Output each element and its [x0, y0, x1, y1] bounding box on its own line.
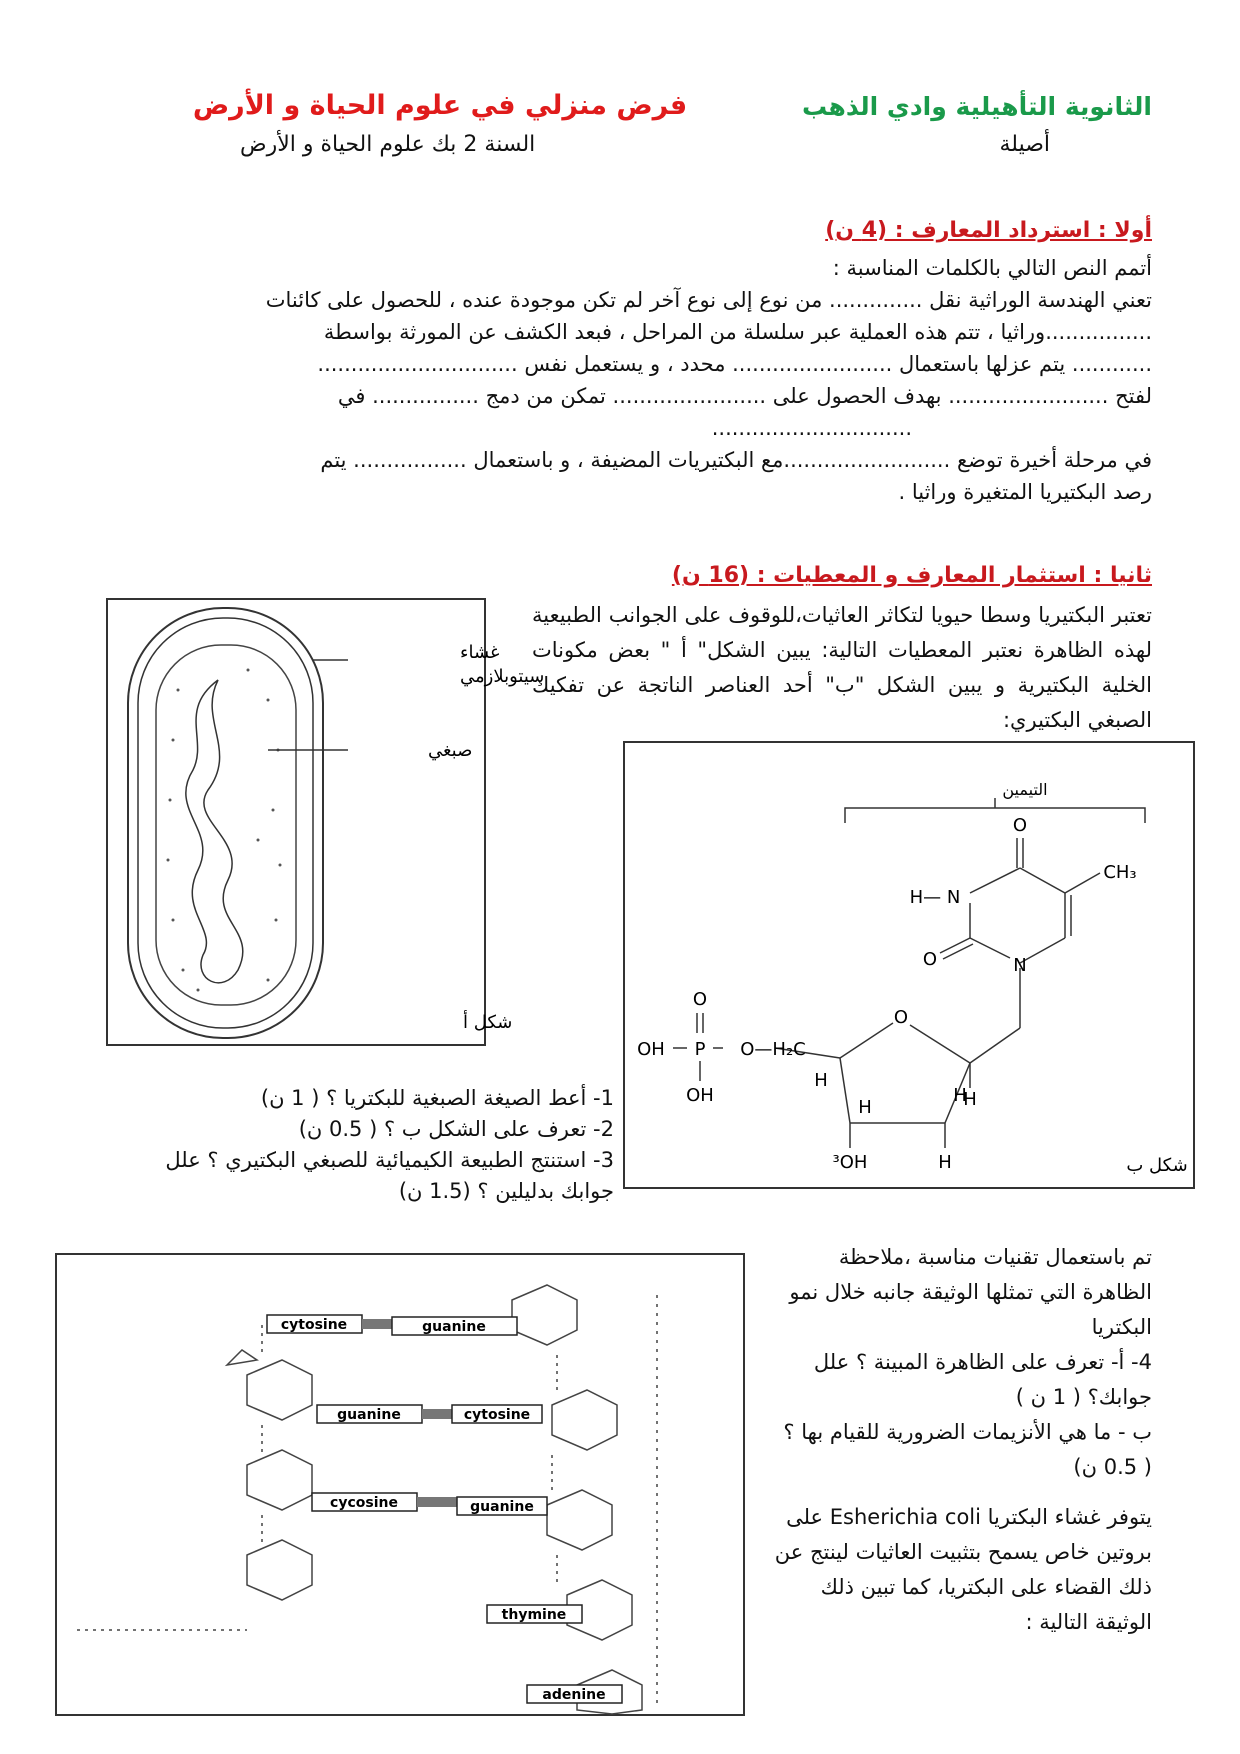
- fill-line: في مرحلة أخيرة توضع .........................مع البكتيريات المضيفة ، و باستعمال ................. يتم: [320, 448, 1152, 472]
- pair-link: [362, 1319, 392, 1329]
- atom-o-top: O: [1012, 815, 1028, 836]
- label-thymine: التيمين: [1002, 780, 1048, 799]
- figure-a-caption: شكل أ: [463, 1012, 513, 1033]
- base-cytosine: cytosine: [280, 1317, 348, 1333]
- figure-b-caption: شكل ب: [1126, 1155, 1188, 1176]
- atom-h: H: [953, 1085, 967, 1106]
- figure-b-nucleotide: [623, 741, 1195, 1189]
- question-1: 1- أعط الصيغة الصبغية للبكتريا ؟ ( 1 ن): [260, 1086, 614, 1110]
- atom-o-left: O: [922, 949, 938, 970]
- figure-a-bacterial-cell: [106, 598, 545, 1046]
- base-guanine: guanine: [422, 1319, 486, 1335]
- label-chromosome: صبغي: [428, 740, 473, 761]
- atom-o-sugar: O: [893, 1007, 909, 1028]
- cytoplasm-dots: [167, 669, 282, 992]
- question-2: 2- تعرف على الشكل ب ؟ ( 0.5 ن): [298, 1117, 614, 1141]
- atom-oh-left: OH: [637, 1039, 665, 1060]
- question-4-block: [772, 1240, 1152, 1485]
- part1-instruction: أتمم النص التالي بالكلمات المناسبة :: [832, 256, 1152, 280]
- base-cytosine: cytosine: [463, 1407, 531, 1423]
- q4-intro: تم باستعمال تقنيات مناسبة ،ملاحظة الظاهرة التي تمثلها الوثيقة جانبه خلال نمو البكتريا: [789, 1245, 1152, 1339]
- base-guanine: guanine: [337, 1407, 401, 1423]
- thymine-ring: [940, 838, 1100, 1028]
- question-3: 3- استنتج الطبيعة الكيميائية للصبغي البكتيري ؟ علل جوابك بدليلين ؟ (1.5 ن): [165, 1148, 614, 1203]
- base-cycosine: cycosine: [330, 1495, 398, 1511]
- atom-oh-bottom: OH: [686, 1085, 714, 1106]
- atom-oh-3: ³OH: [832, 1152, 868, 1173]
- class-level: السنة 2 بك علوم الحياة و الأرض: [240, 132, 536, 157]
- fill-line: لفتح ........................ بهدف الحصول على ....................... تمكن من دمج ................ في: [337, 384, 1152, 408]
- fill-line: ..............................: [711, 416, 912, 440]
- atom-ch3: CH₃: [1103, 862, 1137, 883]
- base-adenine: adenine: [542, 1687, 606, 1703]
- backbone-left: [77, 1325, 312, 1630]
- atom-h2c: O—H₂C: [740, 1039, 806, 1060]
- part2-heading: ثانيا : استثمار المعارف و المعطيات : (16 ن): [671, 563, 1152, 588]
- q4-b: ب - ما هي الأنزيمات الضرورية للقيام بها ؟ ( 0.5 ن): [783, 1420, 1152, 1479]
- fill-line: رصد البكتيريا المتغيرة وراثيا .: [898, 480, 1152, 504]
- questions-1-3: [144, 1083, 614, 1207]
- label-membrane: غشاء: [460, 642, 500, 663]
- part2-intro: تعتبر البكتيريا وسطا حيويا لتكاثر العاثيات،للوقوف على الجوانب الطبيعية لهذه الظاهرة نعتبر المعطيات التالية: يبين الشكل" أ " بعض مكونات الخلية البكتيرية و يبين الشكل "ب" أحد العناصر الناتجة عن تفكيك الصبغي البكتيري:: [532, 603, 1152, 732]
- base-thymine: thymine: [501, 1607, 567, 1623]
- atom-h: H: [814, 1070, 828, 1091]
- figure-c-dna-replication: [55, 1253, 745, 1716]
- pair-link: [417, 1497, 457, 1507]
- cell-wall: [128, 608, 323, 1038]
- cytoplasm-boundary: [156, 645, 296, 1005]
- part1-heading: أولا : استرداد المعارف : (4 ن): [825, 218, 1152, 243]
- q4-a: 4- أ- تعرف على الظاهرة المبينة ؟ علل جوابك؟ ( 1 ن ): [813, 1350, 1152, 1409]
- school-name: الثانوية التأهيلية وادي الذهب: [802, 92, 1152, 121]
- atom-h: H: [963, 1089, 977, 1110]
- ecoli-text: يتوفر غشاء البكتريا Esherichia coli على بروتين خاص يسمح بتثبيت العاثيات لينتج عن ذلك القضاء على البكتريا، كما تبين ذلك الوثيقة التالية :: [774, 1505, 1152, 1634]
- atom-h: H: [938, 1152, 952, 1173]
- atom-p: P: [694, 1039, 706, 1060]
- fill-line: ............ يتم عزلها باستعمال ........................ محدد ، و يستعمل نفس ..............................: [317, 352, 1152, 376]
- document-title: فرض منزلي في علوم الحياة و الأرض: [192, 90, 688, 121]
- school-branch: أصيلة: [999, 132, 1050, 157]
- atom-n-bottom: N: [1013, 955, 1027, 976]
- pair-link: [422, 1409, 452, 1419]
- atom-hn: H— N: [909, 887, 961, 908]
- atom-o-phosphate: O: [692, 989, 708, 1010]
- chromosome-shape: [186, 680, 243, 983]
- sugar-ring: [775, 1023, 1020, 1148]
- base-pairs: [267, 1315, 622, 1703]
- atom-h: H: [858, 1097, 872, 1118]
- fill-line: تعني الهندسة الوراثية نقل .............. من نوع إلى نوع آخر لم تكن موجودة عنده ، للحصول على كائنات: [265, 288, 1152, 312]
- part1-fill-text: [92, 284, 1152, 508]
- base-guanine: guanine: [470, 1499, 534, 1515]
- label-cytoplasmic: سيتوبلازمي: [460, 666, 545, 687]
- fill-line: ................وراثيا ، تتم هذه العملية عبر سلسلة من المراحل ، فبعد الكشف عن المورثة بواسطة: [323, 320, 1152, 344]
